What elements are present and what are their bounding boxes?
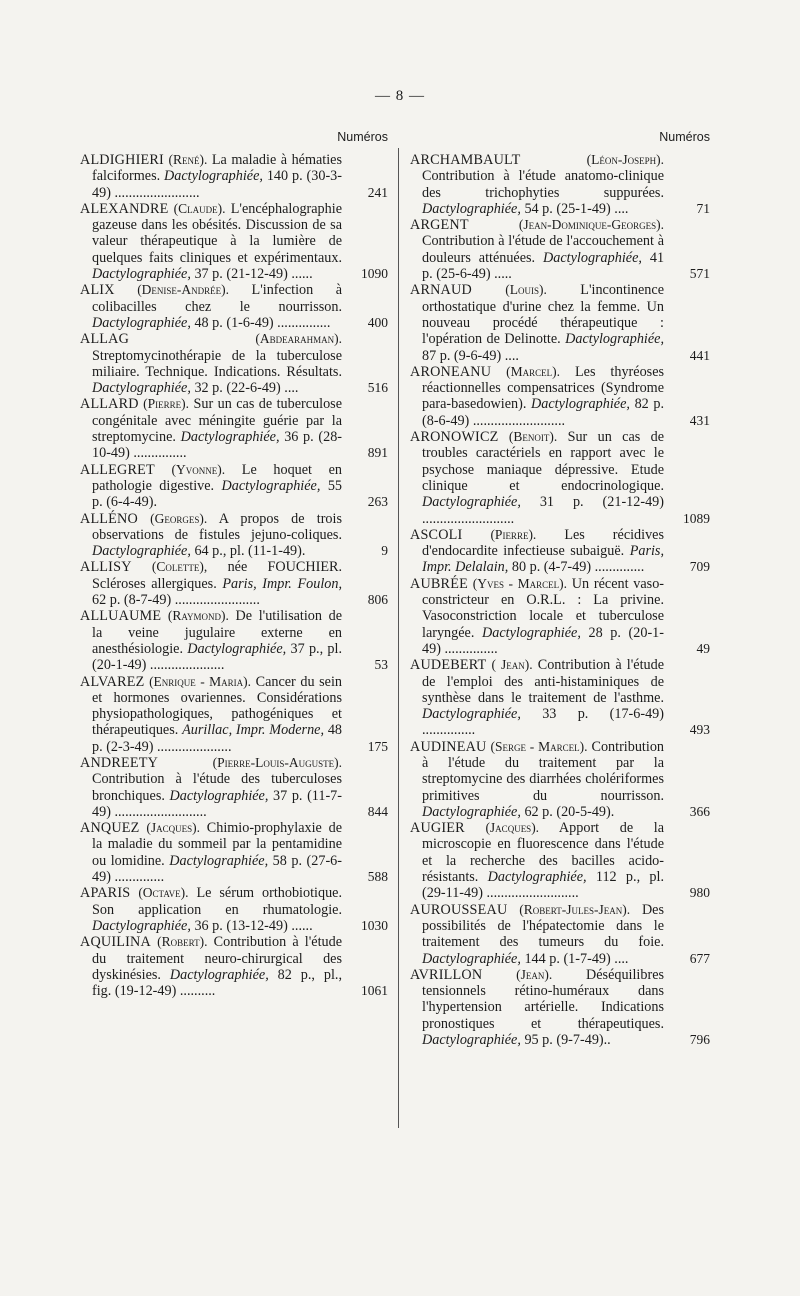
publication-info: Dactylographiée, [422,200,521,217]
thesis-title: Streptomycinothérapie de la tuberculose miliaire. Technique. Indications. Résultats. [92,347,342,380]
thesis-number: 366 [689,803,710,819]
author-given-name: (Raymond). [167,608,229,624]
thesis-number: 1061 [361,983,388,999]
thesis-title: Cancer du sein et hormones ovariennes. Considérations physiopathologiques, pathogéniques et thérapeutiques. [92,673,343,739]
column-header: Numéros [659,130,710,144]
page-date-details: 37 p. (11-7-49) .......................... [92,787,342,820]
thesis-title: L'infection à colibacilles chez le nourrisson. [92,282,342,315]
publication-info: Dactylographiée, [565,331,664,348]
thesis-entry [410,576,710,657]
author-surname: ALIX [80,282,115,299]
thesis-title: Le hoquet en pathologie digestive. [92,461,343,494]
author-given-name: (René). [168,152,208,167]
entry-body [80,674,342,755]
author-given-name: (Yves - Marcel). [472,575,568,591]
page-date-details: 144 p. (1-7-49) .... [524,950,629,967]
author-surname: ALDIGHIERI [80,152,164,168]
publication-info: Dactylographiée, [422,803,521,820]
page-date-details: 54 p. (25-1-49) .... [524,200,629,217]
thesis-entry [410,152,710,217]
author-given-name: (Jacques). [485,820,540,836]
thesis-number: 806 [367,592,388,608]
thesis-entry [80,559,388,608]
author-given-name: (Léon-Joseph). [586,152,664,167]
thesis-title: Sur un cas de tuberculose congénitale avec méningite guérie par la streptomycine. [92,396,343,446]
page-date-details: 58 p. (27-6-49) .............. [92,852,342,886]
page-date-details: 55 p. (6-4-49). [92,477,342,511]
thesis-entry [80,820,388,885]
publication-info: Dactylographiée, [422,950,521,967]
entry-body [410,902,664,967]
thesis-number: 53 [374,657,388,673]
thesis-entry [80,331,388,396]
thesis-title: Les récidives d'endocardite infectieuse subaiguë. [422,526,664,560]
thesis-title: Chimio-prophylaxie de la maladie du sommeil par la pentamidine ou lomidine. [92,820,343,869]
author-given-name: (Serge - Marcel). [490,738,588,754]
right-column [410,130,710,1048]
page-date-details: 140 p. (30-3-49) ........................ [92,168,342,201]
entry-body [80,608,342,673]
thesis-title: Contribution à l'étude de l'emploi des anti-histaminiques de synthèse dans le traitement de l'asthme. [422,657,665,706]
left-column [80,130,388,999]
thesis-number: 400 [367,314,388,330]
publication-info: Dactylographiée, [169,852,269,869]
publication-info: Dactylographiée, [180,429,280,446]
thesis-entry [80,674,388,755]
publication-info: Dactylographiée, [92,314,191,331]
publication-info: Aurillac, Impr. Moderne, [182,722,325,739]
publication-info: Dactylographiée, [487,869,587,886]
entry-body [80,755,342,820]
author-given-name: ( Jean). [491,657,533,673]
entry-body [410,429,664,527]
entry-body [80,559,342,608]
author-surname: ARONEANU [410,363,492,380]
thesis-number: 677 [689,950,710,966]
page-number: — 8 — [375,88,425,104]
thesis-title: A propos de trois observations de fistules jejuno-coliques. [92,510,342,543]
author-given-name: (Claude). [173,200,226,216]
thesis-title: Contribution à l'étude de l'accouchement à douleurs atténuées. [422,233,664,266]
thesis-number: 71 [696,200,710,216]
thesis-title: Un récent vaso-constricteur en O.R.L. : La privine. Vasoconstriction locale et tuberculose laryngée. [422,575,665,641]
entry-body [80,152,342,201]
column-divider [398,148,399,1128]
thesis-entry [80,152,388,201]
thesis-title: Sur un cas de troubles caractériels en rapport avec le psychose maniaque dépressive. Etude clinique et endocrinologique. [422,429,664,494]
author-surname: ALLARD [80,396,139,413]
publication-info: Dactylographiée, [543,249,642,266]
entry-body [80,396,342,461]
thesis-number: 891 [367,445,388,461]
thesis-title: La maladie à hématies falciformes. [92,152,342,185]
thesis-number: 263 [367,494,388,510]
thesis-title: Contribution à l'étude du traitement par la streptomycine des diarrhées cholériformes primitives du nourrisson. [422,738,665,804]
thesis-entry [80,462,388,511]
entry-body [80,201,342,282]
page-date-details: 82 p., pl., fig. (19-12-49) .......... [92,966,342,1000]
thesis-title: Apport de la microscopie en fluorescence dans l'étude et la recherche des bacilles acido-résistants. [422,820,665,886]
thesis-title: Des possibilités de l'hépatectomie dans le traitement des tumeurs du foie. [422,901,665,951]
publication-info: Dactylographiée, [169,787,269,804]
thesis-number: 441 [689,347,710,363]
author-surname: ALVAREZ [80,673,145,690]
thesis-entry [410,282,710,363]
thesis-number: 796 [689,1032,710,1048]
page-date-details: 48 p. (2-3-49) ..................... [92,722,343,755]
entry-body [410,364,664,429]
publication-info: Dactylographiée, [531,396,630,413]
thesis-title: De l'utilisation de la veine jugulaire externe en anesthésiologie. [92,608,342,657]
publication-info: Dactylographiée, [92,543,191,560]
entry-body [410,657,664,738]
page-date-details: 62 p. (8-7-49) ........................ [92,592,260,609]
author-given-name: (Yvonne). [171,461,226,477]
thesis-number: 709 [689,559,710,575]
author-surname: ARNAUD [410,282,472,299]
entry-body [80,885,342,934]
author-given-name: (Octave). [138,885,189,901]
page-date-details: 28 p. (20-1-49) ............... [422,624,664,657]
author-surname: AUDINEAU [410,738,487,755]
author-surname: AVRILLON [410,966,483,983]
entry-body [410,576,664,657]
thesis-number: 980 [689,885,710,901]
thesis-entry [80,934,388,999]
author-surname: ALLEGRET [80,461,155,478]
entry-body [410,739,664,820]
publication-info: Dactylographiée, [221,477,321,494]
page-date-details: 95 p. (9-7-49).. [524,1032,611,1049]
publication-info: Dactylographiée, [92,380,191,397]
thesis-entry [410,902,710,967]
page-date-details: 87 p. (9-6-49) .... [422,347,519,364]
thesis-entry [410,527,710,576]
author-given-name: (Jacques). [146,820,200,836]
entry-body [410,820,664,901]
thesis-number: 571 [689,266,710,282]
thesis-entry [410,739,710,820]
thesis-entry [80,511,388,560]
author-surname: ASCOLI [410,526,463,543]
thesis-title: L'encéphalographie gazeuse dans les obésités. Discussion de sa valeur thérapeutique à la lumière de quelques faits cliniques et expérimentaux. [92,200,342,266]
page-date-details: 36 p. (28-10-49) ............... [92,429,343,462]
page-date-details: 64 p., pl. (11-1-49). [194,543,306,560]
thesis-number: 844 [367,803,388,819]
thesis-entry [410,657,710,738]
page-date-details: 112 p., pl. (29-11-49) .......................... [422,869,665,902]
page-date-details: 32 p. (22-6-49) .... [194,380,299,397]
page-date-details: 36 p. (13-12-49) ...... [194,917,313,934]
author-surname: ARCHAMBAULT [410,152,521,168]
entry-body [410,217,664,282]
author-given-name: (Marcel). [506,363,561,379]
thesis-title: Déséquilibres tensionnels rétino-huméraux dans l'hypertension artérielle. Indications pronostiques et thérapeutiques. [422,966,665,1032]
author-given-name: (Pierre). [143,396,190,412]
author-given-name: (Pierre-Louis-Auguste). [212,754,342,770]
page-date-details: 37 p. (21-12-49) ...... [194,266,313,283]
author-surname: AUROUSSEAU [410,901,508,918]
column-header: Numéros [337,130,388,144]
author-surname: ARONOWICZ [410,429,499,446]
page-date-details: 62 p. (20-5-49). [524,803,615,820]
author-given-name: (Jean). [516,966,553,982]
author-surname: AUDEBERT [410,657,487,674]
thesis-entry [80,608,388,673]
publication-info: Dactylographiée, [482,624,581,641]
thesis-entry [80,396,388,461]
entry-body [80,934,342,999]
entry-body [410,527,664,576]
publication-info: Dactylographiée, [164,168,263,185]
publication-info: Dactylographiée, [187,640,287,657]
thesis-title: Contribution à l'étude des tuberculoses bronchiques. [92,771,342,804]
thesis-number: 431 [689,412,710,428]
author-given-name: (Pierre). [490,526,537,542]
thesis-title: Le sérum orthobiotique. Son application en rhumatologie. [92,885,343,918]
page-date-details: 48 p. (1-6-49) ............... [194,314,331,331]
entry-body [80,820,342,885]
thesis-entry [80,755,388,820]
thesis-title: Contribution à l'étude anatomo-clinique des trichophyties suppurées. [422,168,664,201]
thesis-title: Les thyréoses réactionnelles compensatrices (Syndrome para-basedowien). [422,363,665,413]
author-surname: ALLÉNO [80,510,138,527]
author-given-name: (Denise-Andrée). [137,282,230,298]
author-surname: ARGENT [410,217,469,234]
thesis-entry [80,885,388,934]
author-given-name: (Georges). [150,510,208,526]
thesis-entry [80,201,388,282]
author-surname: ALEXANDRE [80,200,169,217]
entry-body [80,282,342,331]
publication-info: Dactylographiée, [422,1032,521,1049]
page-date-details: 37 p., pl. (20-1-49) ..................... [92,640,342,674]
author-surname: AUGIER [410,820,465,837]
entry-list [410,152,710,1048]
thesis-number: 516 [367,380,388,396]
thesis-number: 241 [367,184,388,200]
publication-info: Dactylographiée, [422,494,521,511]
author-given-name: (Jean-Dominique-Georges). [518,217,664,233]
thesis-number: 493 [689,722,710,738]
entry-body [80,511,342,560]
thesis-number: 49 [696,640,710,656]
thesis-number: 1030 [361,917,388,933]
thesis-number: 1090 [361,266,388,282]
author-given-name: (Colette), [151,559,208,575]
thesis-number: 175 [367,738,388,754]
publication-info: Paris, Impr. Foulon, [222,575,342,592]
thesis-entry [410,967,710,1048]
author-surname: ANDREETY [80,754,159,771]
entry-body [80,462,342,511]
entry-body [410,152,664,217]
entry-body [410,282,664,363]
publication-info: Dactylographiée, [169,966,269,983]
entry-body [410,967,664,1048]
author-given-name: (Abdearahman). [255,331,342,347]
publication-info: Dactylographiée, [92,266,191,283]
author-given-name: (Robert). [157,934,208,950]
author-given-name: (Robert-Jules-Jean). [519,901,631,917]
page-date-details: 33 p. (17-6-49) ............... [422,706,665,739]
entry-body [80,331,342,396]
author-surname: APARIS [80,885,131,902]
thesis-entry [410,429,710,527]
thesis-entry [410,364,710,429]
thesis-number: 9 [381,543,388,559]
author-surname: ALLAG [80,331,130,348]
author-surname: ANQUEZ [80,820,140,837]
publication-info: Dactylographiée, [422,706,521,723]
thesis-title: L'incontinence orthostatique d'urine chez la femme. Un nouveau procédé thérapeutique : l'opération de Delinotte. [422,282,664,348]
author-surname: AUBRÉE [410,575,468,592]
author-given-name: (Louis). [505,282,547,298]
thesis-entry [410,820,710,901]
thesis-number: 1089 [683,510,710,526]
thesis-title: Contribution à l'étude du traitement neuro-chirurgical des dyskinésies. [92,934,343,983]
page-date-details: 82 p. (8-6-49) .......................... [422,396,665,429]
author-given-name: (Benoit). [508,429,558,445]
page-date-details: 80 p. (4-7-49) .............. [511,559,645,576]
entry-list [80,152,388,999]
publication-info: Dactylographiée, [92,917,191,934]
thesis-number: 588 [367,869,388,885]
author-given-name: (Enrique - Maria). [149,673,252,689]
page-date-details: 41 p. (25-6-49) ..... [422,249,665,283]
thesis-title: née FOUCHIER. Scléroses allergiques. [92,559,343,592]
page-date-details: 31 p. (21-12-49) .......................... [422,494,664,527]
thesis-entry [410,217,710,282]
author-surname: AQUILINA [80,934,151,951]
thesis-entry [80,282,388,331]
author-surname: ALLISY [80,559,132,576]
author-surname: ALLUAUME [80,608,162,625]
publication-info: Paris, Impr. Delalain, [422,543,664,576]
